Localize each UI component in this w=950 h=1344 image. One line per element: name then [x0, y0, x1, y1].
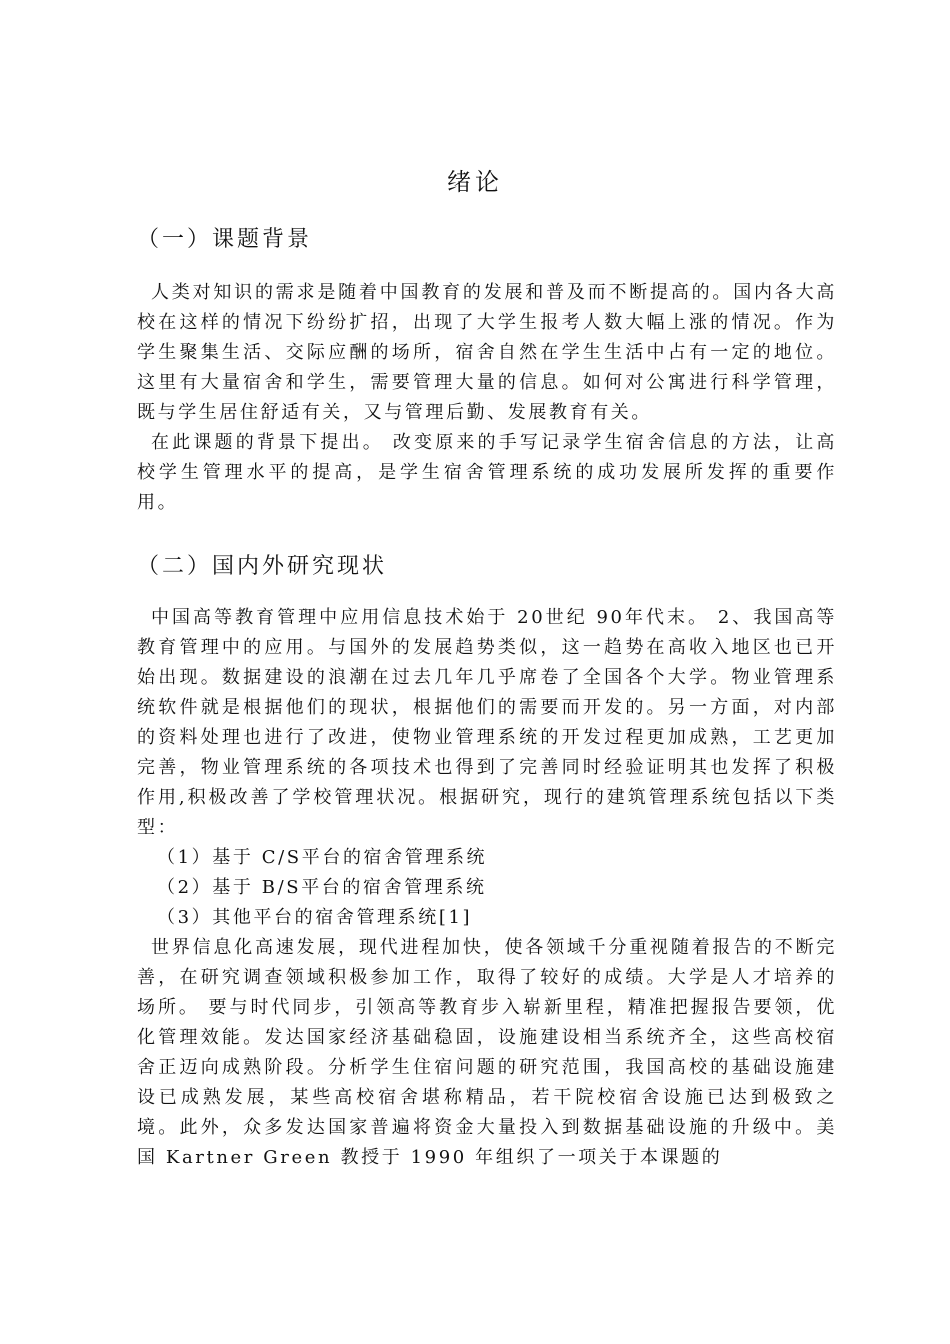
list-item: （1）基于 C/S平台的宿舍管理系统 [157, 847, 488, 868]
section-heading-background: （一）课题背景 [137, 227, 313, 252]
paragraph: 在此课题的背景下提出。 改变原来的手写记录学生宿舍信息的方法，让高校学生管理水平的提高，是学生宿舍管理系统的成功发展所发挥的重要作用。 [137, 432, 837, 513]
list-item: （2）基于 B/S平台的宿舍管理系统 [157, 877, 487, 898]
paragraph: 世界信息化高速发展，现代进程加快，使各领域千分重视随着报告的不断完善，在研究调查领域积极参加工作，取得了较好的成绩。大学是人才培养的场所。 要与时代同步，引领高等教育步入崭新里程，精准把握报告要领，优化管理效能。发达国家经济基础稳固，设施建设相当系统齐全，这些高校宿舍正迈向成熟阶段。分析学生住宿问题的研究范围，我国高校的基础设施建设已成熟发展，某些高校宿舍堪称精品，若干院校宿舍设施已达到极致之境。此外，众多发达国家普遍将资金大量投入到数据基础设施的升级中。美国 Kartner Green 教授于 1990 年组织了一项关于本课题的 [137, 937, 837, 1168]
section-heading-research-status: （二）国内外研究现状 [137, 554, 388, 579]
paragraph: 中国高等教育管理中应用信息技术始于 20世纪 90年代末。 2、我国高等教育管理中的应用。与国外的发展趋势类似，这一趋势在高收入地区也已开始出现。数据建设的浪潮在过去几年几乎席卷了全国各个大学。物业管理系统软件就是根据他们的现状，根据他们的需要而开发的。另一方面，对内部的资料处理也进行了改进，使物业管理系统的开发过程更加成熟，工艺更加完善，物业管理系统的各项技术也得到了完善同时经验证明其也发挥了积极作用,积极改善了学校管理状况。根据研究，现行的建筑管理系统包括以下类型： [137, 607, 837, 838]
paragraph: 人类对知识的需求是随着中国教育的发展和普及而不断提高的。国内各大高校在这样的情况下纷纷扩招，出现了大学生报考人数大幅上涨的情况。作为学生聚集生活、交际应酬的场所，宿舍自然在学生生活中占有一定的地位。这里有大量宿舍和学生，需要管理大量的信息。如何对公寓进行科学管理，既与学生居住舒适有关，又与管理后勤、发展教育有关。 [137, 282, 837, 423]
list-item: （3）其他平台的宿舍管理系统[1] [157, 907, 473, 928]
section-background-body [137, 278, 837, 518]
chapter-title: 绪论 [447, 168, 503, 196]
section-research-status-body [137, 603, 837, 1173]
